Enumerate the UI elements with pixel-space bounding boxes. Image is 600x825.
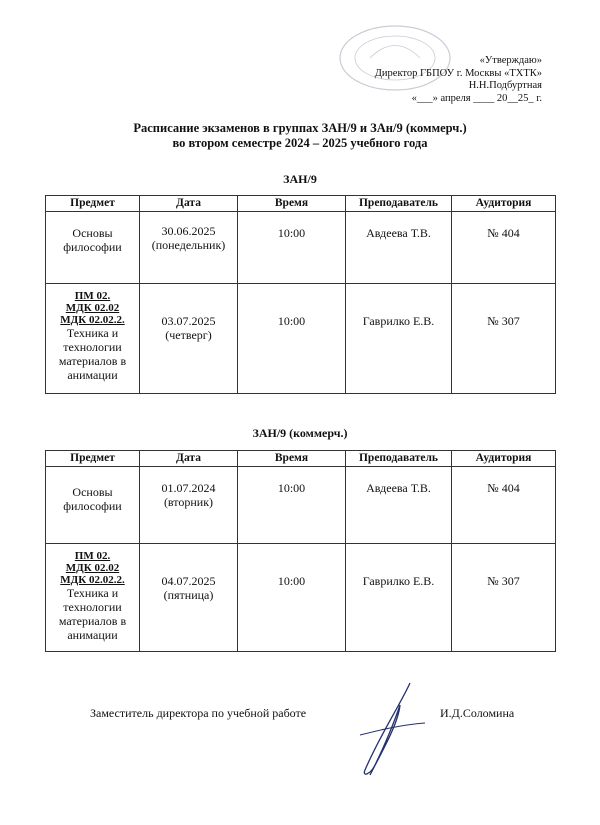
group-title-1: ЗАН/9 [283,172,317,186]
schedule-table-2 [45,450,556,652]
cell-subject: Основы философии [46,212,140,284]
cell-time: 10:00 [238,284,346,394]
cell-teacher: Авдеева Т.В. [346,467,452,544]
header-date: Дата [140,196,238,212]
cell-teacher: Гаврилко Е.В. [346,284,452,394]
cell-room: № 404 [452,467,556,544]
cell-teacher: Авдеева Т.В. [346,212,452,284]
table-row [46,467,556,544]
cell-subject: ПМ 02. МДК 02.02 МДК 02.02.2. Техника и технологии материалов в анимации [46,544,140,652]
header-teacher: Преподаватель [346,196,452,212]
cell-subject: ПМ 02. МДК 02.02 МДК 02.02.2. Техника и технологии материалов в анимации [46,284,140,394]
cell-date: 03.07.2025 (четверг) [140,284,238,394]
cell-room: № 307 [452,284,556,394]
group-title-2: ЗАН/9 (коммерч.) [252,426,348,440]
cell-teacher: Гаврилко Е.В. [346,544,452,652]
cell-room: № 404 [452,212,556,284]
header-time: Время [238,451,346,467]
table-row [46,544,556,652]
header-room: Аудитория [452,196,556,212]
schedule-table-1 [45,195,556,394]
cell-room: № 307 [452,544,556,652]
document-title [0,121,600,151]
cell-time: 10:00 [238,467,346,544]
signature [340,675,440,785]
table-row [46,212,556,284]
cell-date: 01.07.2024 (вторник) [140,467,238,544]
approval-line-3: Н.Н.Подбуртная [468,80,542,91]
header-subject: Предмет [46,451,140,467]
title-line-2: во втором семестре 2024 – 2025 учебного года [172,136,428,150]
footer-name: И.Д.Соломина [440,706,515,720]
footer-position: Заместитель директора по учебной работе [90,706,307,720]
cell-date: 30.06.2025 (понедельник) [140,212,238,284]
approval-block [322,55,542,105]
header-subject: Предмет [46,196,140,212]
header-date: Дата [140,451,238,467]
cell-time: 10:00 [238,544,346,652]
header-teacher: Преподаватель [346,451,452,467]
approval-line-4: «___» апреля ____ 20__25_ г. [411,92,542,104]
table-row [46,284,556,394]
table-header-row [46,196,556,212]
title-line-1: Расписание экзаменов в группах ЗАН/9 и ЗАн/9 (коммерч.) [133,121,467,135]
header-time: Время [238,196,346,212]
cell-date: 04.07.2025 (пятница) [140,544,238,652]
cell-time: 10:00 [238,212,346,284]
approval-line-1: «Утверждаю» [479,55,542,66]
table-header-row [46,451,556,467]
approval-line-2: Директор ГБПОУ г. Москвы «ТХТК» [374,67,542,79]
cell-subject: Основы философии [46,467,140,544]
header-room: Аудитория [452,451,556,467]
